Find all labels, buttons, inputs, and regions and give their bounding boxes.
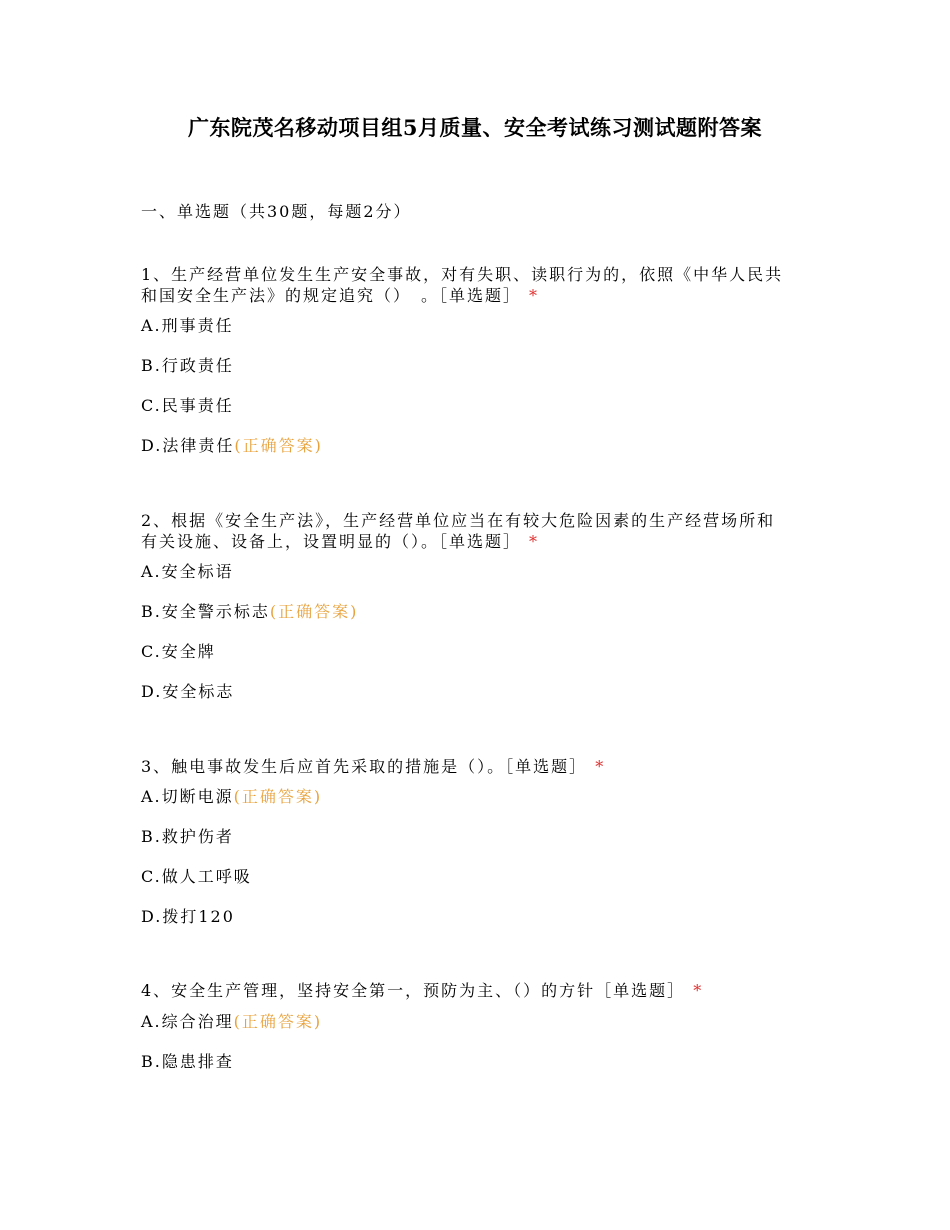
question-3-option-c: C.做人工呼吸 bbox=[141, 867, 252, 886]
correct-answer-marker: (正确答案) bbox=[269, 602, 359, 621]
question-4-option-a-text: A.综合治理 bbox=[141, 1012, 234, 1031]
question-2-option-b-text: B.安全警示标志 bbox=[141, 602, 270, 621]
question-4-stem-text: 4、安全生产管理，坚持安全第一，预防为主、（）的方针［单选题］ bbox=[141, 981, 686, 1000]
question-2-stem-line1: 2、根据《安全生产法》，生产经营单位应当在有较大危险因素的生产经营场所和 bbox=[141, 511, 776, 530]
question-4-option-a bbox=[141, 1012, 322, 1032]
question-2-option-c: C.安全牌 bbox=[141, 642, 216, 661]
question-4-stem bbox=[141, 981, 703, 1001]
question-2-option-b bbox=[141, 602, 358, 622]
question-2-option-a: A.安全标语 bbox=[141, 562, 234, 581]
question-1-stem-text: 和国安全生产法》的规定追究（） 。［单选题］ bbox=[141, 286, 522, 305]
required-mark: * bbox=[529, 532, 540, 551]
question-4-option-b: B.隐患排查 bbox=[141, 1052, 234, 1071]
question-1-option-d bbox=[141, 436, 323, 456]
question-2-stem-line2 bbox=[141, 532, 539, 552]
correct-answer-marker: (正确答案) bbox=[233, 1012, 323, 1031]
question-3-option-a-text: A.切断电源 bbox=[141, 787, 234, 806]
question-1-stem-line1: 1、生产经营单位发生生产安全事故，对有失职、读职行为的，依照《中华人民共 bbox=[141, 265, 784, 284]
document-title: 广东院茂名移动项目组5月质量、安全考试练习测试题附答案 bbox=[187, 115, 763, 140]
question-1-stem-line2 bbox=[141, 286, 539, 306]
required-mark: * bbox=[595, 757, 606, 776]
question-1-option-b: B.行政责任 bbox=[141, 356, 234, 375]
correct-answer-marker: (正确答案) bbox=[234, 436, 323, 455]
question-3-option-a bbox=[141, 787, 322, 807]
question-3-option-d: D.拨打120 bbox=[141, 907, 235, 926]
correct-answer-marker: (正确答案) bbox=[233, 787, 323, 806]
required-mark: * bbox=[529, 286, 540, 305]
question-1-option-a: A.刑事责任 bbox=[141, 316, 234, 335]
question-2-option-d: D.安全标志 bbox=[141, 682, 235, 701]
question-1-option-c: C.民事责任 bbox=[141, 396, 234, 415]
question-3-stem bbox=[141, 757, 605, 777]
question-2-stem-text: 有关设施、设备上，设置明显的（）。［单选题］ bbox=[141, 532, 522, 551]
section-heading: 一、单选题（共30题，每题2分） bbox=[141, 202, 412, 221]
required-mark: * bbox=[693, 981, 704, 1000]
question-3-option-b: B.救护伤者 bbox=[141, 827, 234, 846]
question-3-stem-text: 3、触电事故发生后应首先采取的措施是（）。［单选题］ bbox=[141, 757, 588, 776]
question-1-option-d-text: D.法律责任 bbox=[141, 436, 235, 455]
